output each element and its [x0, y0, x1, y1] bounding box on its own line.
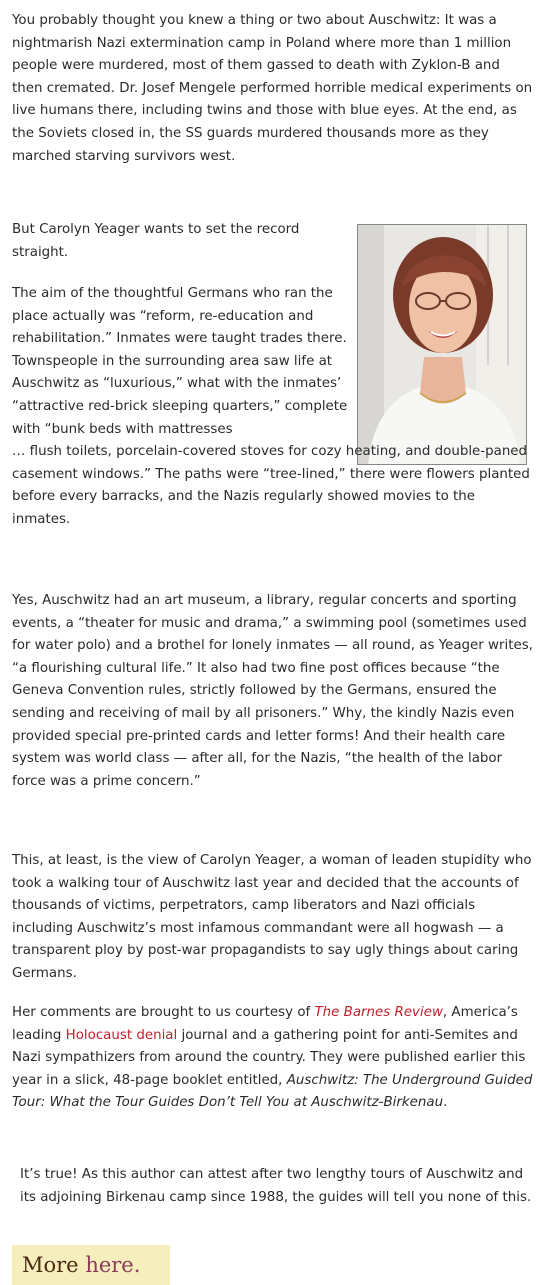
- paragraph-its-true: It’s true! As this author can attest after two lengthy tours of Auschwitz and its adjoining Birkenau camp since 1988, the guides will tell you none of this.: [20, 1167, 532, 1205]
- text-reform-start: The aim of the thoughtful Germans who ran the place actually was “reform, re-education and rehabilitation.” Inmates were taught trades there. Townspeople in the surrounding area saw life at Auschwitz as “luxurious,” what with the inmates’ “attractive red-brick sleeping quarters,” complete with “bunk beds with mattresses: [12, 286, 348, 437]
- paragraph-intro: You probably thought you knew a thing or two about Auschwitz: It was a nightmarish Nazi extermination camp in Poland where more than 1 million people were murdered, most of them gassed to death with Zyklon-B and then cremated. Dr. Josef Mengele performed horrible medical experiments on live humans there, including twins and those with blue eyes. At the end, as the Soviets closed in, the SS guards murdered thousands more as they marched starving survivors west.: [12, 13, 533, 164]
- more-here-link[interactable]: [22, 1251, 140, 1279]
- text-comments-intro: Her comments are brought to us courtesy of: [12, 1005, 315, 1020]
- barnes-review-link[interactable]: The Barnes Review: [314, 1005, 443, 1020]
- text-journal: journal and a gathering point for anti-Semites and Nazi sympathizers from around the country. They were published earlier this year in a slick, 48-page booklet entitled,: [12, 1027, 526, 1088]
- paragraph-museum: Yes, Auschwitz had an art museum, a library, regular concerts and sporting events, a “theater for music and drama,” a swimming pool (sometimes used for water polo) and a brothel for lonely inmates — all round, as Yeager writes, “a flourishing cultural life.” It also had two fine post offices because “the Geneva Convention rules, strictly followed by the Germans, ensured the sending and receiving of mail by all prisoners.” Why, the kindly Nazis even provided special pre-printed cards and letter forms! And their health care system was world class — after all, for the Nazis, “the health of the labor force was a prime concern.”: [12, 593, 533, 789]
- here-word: here.: [85, 1253, 141, 1277]
- holocaust-denial-link[interactable]: Holocaust denial: [65, 1027, 178, 1043]
- paragraph-barnes-review: [12, 1002, 534, 1115]
- text-leading: , America’s leading: [12, 1005, 518, 1043]
- booklet-title: Auschwitz: The Underground Guided Tour: What the Tour Guides Don’t Tell You at Auschwitz-Birkenau: [12, 1072, 533, 1111]
- text-period: .: [443, 1095, 448, 1111]
- paragraph-record-straight: But Carolyn Yeager wants to set the record straight.: [12, 222, 300, 260]
- paragraph-leaden-stupidity: This, at least, is the view of Carolyn Yeager, a woman of leaden stupidity who took a walking tour of Auschwitz last year and decided that the accounts of thousands of victims, perpetrators, camp liberators and Nazi officials including Auschwitz’s most infamous commandant were all hogwash — a transparent ploy by post-war propagandists to say ugly things about caring Germans.: [12, 853, 532, 981]
- paragraph-aim: [12, 283, 534, 532]
- more-word: More: [22, 1253, 79, 1277]
- text-reform-rest: … flush toilets, porcelain-covered stoves for cozy heating, and double-paned casement windows.” The paths were “tree-lined,” there were flowers planted before every barracks, and the Nazis regularly showed movies to the inmates.: [12, 444, 530, 527]
